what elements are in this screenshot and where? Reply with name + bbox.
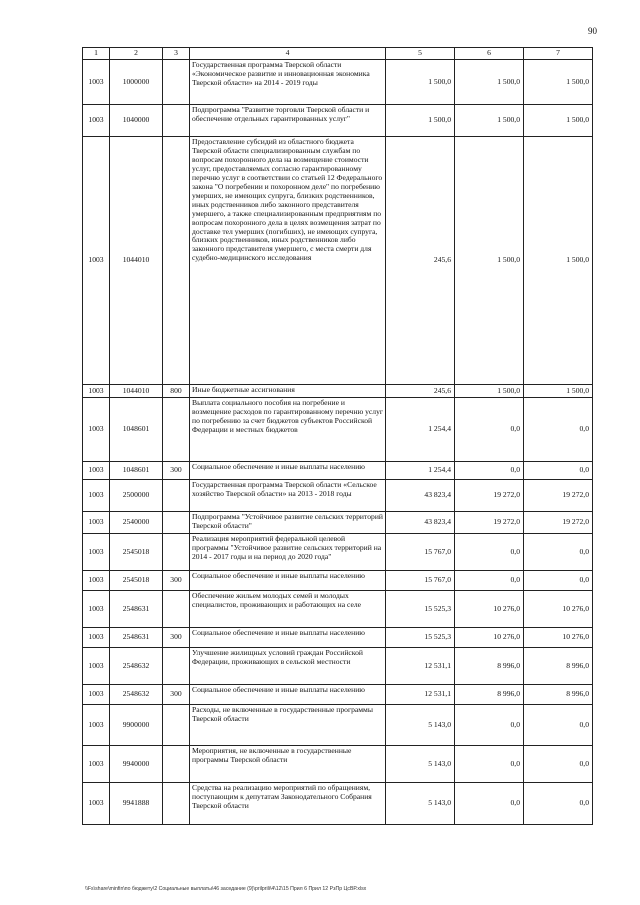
- table-row: [83, 480, 593, 512]
- budget-table: [82, 47, 593, 825]
- section-code: 1003: [83, 534, 110, 571]
- section-code: 1003: [83, 105, 110, 137]
- column-header: 1: [83, 48, 110, 60]
- amount-col5: 1 254,4: [386, 462, 455, 480]
- section-code: 1003: [83, 705, 110, 746]
- amount-col7: 0,0: [524, 462, 593, 480]
- target-code: 1040000: [110, 105, 163, 137]
- column-header: 5: [386, 48, 455, 60]
- amount-col7: 10 276,0: [524, 628, 593, 648]
- expense-type-code: [163, 746, 190, 783]
- target-code: 2500000: [110, 480, 163, 512]
- amount-col6: 0,0: [455, 705, 524, 746]
- item-name: Иные бюджетные ассигнования: [190, 385, 386, 398]
- expense-type-code: [163, 591, 190, 628]
- target-code: 9940000: [110, 746, 163, 783]
- expense-type-code: [163, 398, 190, 462]
- target-code: 1048601: [110, 462, 163, 480]
- amount-col5: 5 143,0: [386, 783, 455, 825]
- target-code: 1048601: [110, 398, 163, 462]
- section-code: 1003: [83, 648, 110, 685]
- item-name: Государственная программа Тверской области «Экономическое развитие и инновационная экономика Тверской области» на 2014 - 2019 годы: [190, 60, 386, 105]
- amount-col6: 10 276,0: [455, 591, 524, 628]
- target-code: 2548632: [110, 648, 163, 685]
- page-number: 90: [588, 26, 597, 36]
- section-code: 1003: [83, 685, 110, 705]
- table-row: [83, 591, 593, 628]
- expense-type-code: 300: [163, 685, 190, 705]
- item-name: Социальное обеспечение и иные выплаты населению: [190, 628, 386, 648]
- table-row: [83, 105, 593, 137]
- item-name: Социальное обеспечение и иные выплаты населению: [190, 571, 386, 591]
- amount-col5: 1 254,4: [386, 398, 455, 462]
- expense-type-code: [163, 648, 190, 685]
- amount-col6: 1 500,0: [455, 385, 524, 398]
- amount-col7: 0,0: [524, 783, 593, 825]
- amount-col6: 8 996,0: [455, 648, 524, 685]
- item-name: Улучшение жилищных условий граждан Российской Федерации, проживающих в сельской местности: [190, 648, 386, 685]
- amount-col5: 15 767,0: [386, 571, 455, 591]
- amount-col6: 0,0: [455, 746, 524, 783]
- section-code: 1003: [83, 385, 110, 398]
- expense-type-code: [163, 783, 190, 825]
- section-code: 1003: [83, 746, 110, 783]
- target-code: 1044010: [110, 137, 163, 385]
- amount-col6: 0,0: [455, 462, 524, 480]
- amount-col7: 8 996,0: [524, 685, 593, 705]
- amount-col7: 1 500,0: [524, 105, 593, 137]
- amount-col7: 8 996,0: [524, 648, 593, 685]
- column-header: 2: [110, 48, 163, 60]
- expense-type-code: 300: [163, 571, 190, 591]
- table-row: [83, 512, 593, 534]
- column-header: 3: [163, 48, 190, 60]
- section-code: 1003: [83, 571, 110, 591]
- item-name: Подпрограмма "Устойчивое развитие сельских территорий Тверской области": [190, 512, 386, 534]
- amount-col6: 0,0: [455, 398, 524, 462]
- amount-col5: 43 823,4: [386, 512, 455, 534]
- table-row: [83, 137, 593, 385]
- target-code: 2548631: [110, 628, 163, 648]
- item-name: Подпрограмма "Развитие торговли Тверской области и обеспечение отдельных гарантированных услуг": [190, 105, 386, 137]
- amount-col6: 0,0: [455, 571, 524, 591]
- amount-col6: 19 272,0: [455, 512, 524, 534]
- expense-type-code: [163, 480, 190, 512]
- amount-col5: 43 823,4: [386, 480, 455, 512]
- expense-type-code: [163, 137, 190, 385]
- amount-col5: 12 531,1: [386, 685, 455, 705]
- amount-col6: 8 996,0: [455, 685, 524, 705]
- expense-type-code: 300: [163, 462, 190, 480]
- table-row: [83, 648, 593, 685]
- column-header: 4: [190, 48, 386, 60]
- column-header: 6: [455, 48, 524, 60]
- target-code: 2540000: [110, 512, 163, 534]
- amount-col7: 19 272,0: [524, 512, 593, 534]
- table-row: [83, 571, 593, 591]
- target-code: 2548632: [110, 685, 163, 705]
- table-row: [83, 705, 593, 746]
- section-code: 1003: [83, 480, 110, 512]
- item-name: Предоставление субсидий из областного бюджета Тверской области специализированным службам по вопросам похоронного дела на возмещение стоимости услуг, предоставляемых согласно гарантированному перечню услуг в соответствии со статьей 12 Федерального закона "О погребении и похоронном деле" по погребению умерших, не имеющих супруга, близких родственников, иных родственников либо законного представителя умершего, а также специализированным предприятиям по вопросам похоронного дела в целях возмещения затрат по доставке тел умерших (погибших), не имеющих супруга, близких родственников, иных родственников либо законного представителя умершего, с места смерти для судебно-медицинского исследования: [190, 137, 386, 385]
- section-code: 1003: [83, 398, 110, 462]
- amount-col7: 0,0: [524, 534, 593, 571]
- table-row: [83, 60, 593, 105]
- amount-col5: 12 531,1: [386, 648, 455, 685]
- header-row: [83, 48, 593, 60]
- amount-col6: 0,0: [455, 534, 524, 571]
- amount-col7: 0,0: [524, 746, 593, 783]
- section-code: 1003: [83, 512, 110, 534]
- amount-col5: 5 143,0: [386, 746, 455, 783]
- column-header: 7: [524, 48, 593, 60]
- table-row: [83, 398, 593, 462]
- target-code: 2545018: [110, 571, 163, 591]
- amount-col6: 1 500,0: [455, 60, 524, 105]
- expense-type-code: [163, 512, 190, 534]
- section-code: 1003: [83, 783, 110, 825]
- table-row: [83, 783, 593, 825]
- item-name: Социальное обеспечение и иные выплаты населению: [190, 685, 386, 705]
- expense-type-code: 300: [163, 628, 190, 648]
- target-code: 1044010: [110, 385, 163, 398]
- section-code: 1003: [83, 60, 110, 105]
- table-row: [83, 746, 593, 783]
- amount-col7: 1 500,0: [524, 60, 593, 105]
- amount-col6: 1 500,0: [455, 137, 524, 385]
- item-name: Выплата социального пособия на погребение и возмещение расходов по гарантированному перечню услуг по погребению за счет бюджетов субъектов Российской Федерации и местных бюджетов: [190, 398, 386, 462]
- file-path-footer: \\Fs\share\minfin\по бюджету\2 Социальные выплаты\46 заседание (9)\prilprili\4\12\15 Прил 6 Прил 12 РзПр ЦсВР.xlsx: [85, 886, 367, 892]
- amount-col5: 1 500,0: [386, 105, 455, 137]
- amount-col6: 0,0: [455, 783, 524, 825]
- expense-type-code: [163, 705, 190, 746]
- table-row: [83, 385, 593, 398]
- item-name: Обеспечение жильем молодых семей и молодых специалистов, проживающих и работающих на селе: [190, 591, 386, 628]
- item-name: Мероприятия, не включенные в государственные программы Тверской области: [190, 746, 386, 783]
- target-code: 9941888: [110, 783, 163, 825]
- amount-col5: 15 525,3: [386, 628, 455, 648]
- target-code: 1000000: [110, 60, 163, 105]
- item-name: Государственная программа Тверской области «Сельское хозяйство Тверской области» на 2013 - 2018 годы: [190, 480, 386, 512]
- amount-col6: 19 272,0: [455, 480, 524, 512]
- amount-col7: 19 272,0: [524, 480, 593, 512]
- amount-col7: 1 500,0: [524, 137, 593, 385]
- expense-type-code: [163, 60, 190, 105]
- amount-col5: 15 525,3: [386, 591, 455, 628]
- target-code: 9900000: [110, 705, 163, 746]
- expense-type-code: [163, 534, 190, 571]
- amount-col7: 0,0: [524, 398, 593, 462]
- amount-col5: 245,6: [386, 137, 455, 385]
- amount-col6: 1 500,0: [455, 105, 524, 137]
- target-code: 2545018: [110, 534, 163, 571]
- section-code: 1003: [83, 137, 110, 385]
- section-code: 1003: [83, 628, 110, 648]
- amount-col7: 0,0: [524, 705, 593, 746]
- amount-col7: 1 500,0: [524, 385, 593, 398]
- table-row: [83, 462, 593, 480]
- amount-col7: 0,0: [524, 571, 593, 591]
- target-code: 2548631: [110, 591, 163, 628]
- table-row: [83, 685, 593, 705]
- amount-col6: 10 276,0: [455, 628, 524, 648]
- amount-col5: 245,6: [386, 385, 455, 398]
- expense-type-code: [163, 105, 190, 137]
- item-name: Реализация мероприятий федеральной целевой программы "Устойчивое развитие сельских территорий на 2014 - 2017 годы и на период до 2020 года": [190, 534, 386, 571]
- section-code: 1003: [83, 591, 110, 628]
- item-name: Расходы, не включенные в государственные программы Тверской области: [190, 705, 386, 746]
- amount-col5: 1 500,0: [386, 60, 455, 105]
- section-code: 1003: [83, 462, 110, 480]
- amount-col5: 5 143,0: [386, 705, 455, 746]
- amount-col7: 10 276,0: [524, 591, 593, 628]
- table-row: [83, 534, 593, 571]
- amount-col5: 15 767,0: [386, 534, 455, 571]
- expense-type-code: 800: [163, 385, 190, 398]
- item-name: Средства на реализацию мероприятий по обращениям, поступающим к депутатам Законодательного Собрания Тверской области: [190, 783, 386, 825]
- item-name: Социальное обеспечение и иные выплаты населению: [190, 462, 386, 480]
- table-row: [83, 628, 593, 648]
